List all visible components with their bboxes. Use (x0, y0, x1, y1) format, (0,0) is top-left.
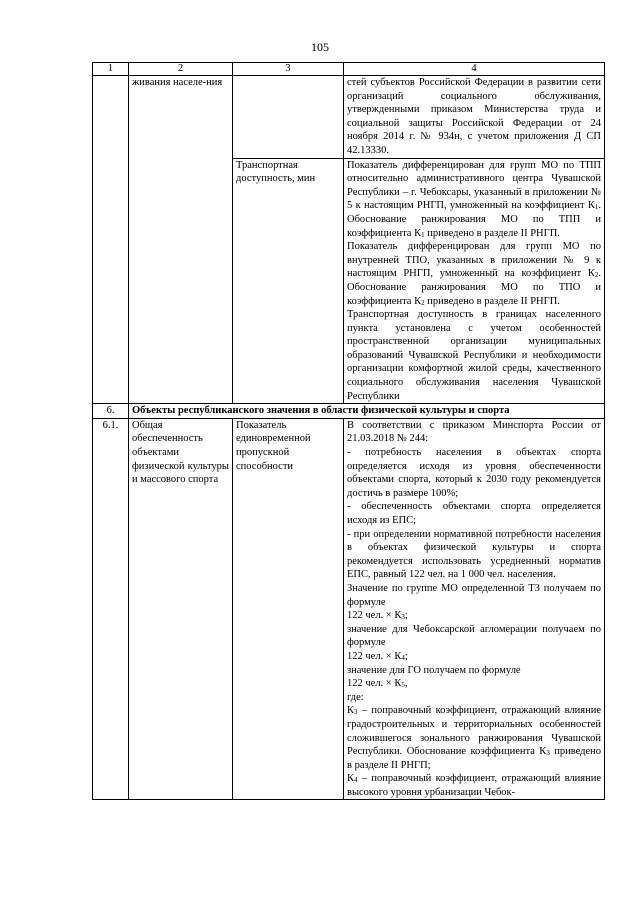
section-title: Объекты республиканского значения в области физической культуры и спорта (129, 404, 605, 419)
header-cell-1: 1 (93, 63, 129, 76)
header-cell-4: 4 (344, 63, 605, 76)
cell-transport-indicator: Транспортная доступность, мин (233, 158, 344, 404)
formula: 122 чел. × $К_5$, (347, 678, 408, 690)
paragraph: где: (347, 691, 364, 703)
row-number: 6.1. (93, 418, 129, 800)
paragraph: Транспортная доступность в границах населенного пункта установлена с учетом особенностей пространственной организации муниципальных образований Чувашской Республики и необходимости организации комфортной жилой среды, качественного социального обслуживания населения Чувашской Республики (347, 309, 601, 402)
formula: 122 чел. × $К_3$; (347, 610, 408, 622)
cell-indicator-capacity: Показатель единовременной пропускной способности (233, 418, 344, 800)
cell-sport-justification (344, 418, 605, 800)
paragraph: $К_4$ – поправочный коэффициент, отражающий влияние высокого уровня урбанизации Чебок- (347, 773, 601, 798)
cell-transport-justification (344, 158, 605, 404)
paragraph: значение для Чебоксарской агломерации получаем по формуле (347, 623, 601, 649)
table-row (93, 418, 605, 800)
formula: 122 чел. × $К_4$; (347, 650, 408, 662)
paragraph: Показатель дифференцирован для групп МО по ТПП относительно административного центра Чувашской Республики – г. Чебоксары, указанный в приложении № 5 к настоящим РНГП, умноженный на коэффициент $К_1$. Обоснование ранжирования МО по ТПП и коэффициента $К_1$ приведено в разделе II РНГП. (347, 159, 601, 239)
paragraph: $К_3$ – поправочный коэффициент, отражающий влияние градостроительных и территориальных особенностей сложившегося зонального ранжирования Чувашской Республики. Обоснование коэффициента $К_3$ приведено в разделе II РНГП; (347, 705, 601, 771)
cell-empty (233, 76, 344, 159)
paragraph: Значение по группе МО определенной ТЗ получаем по формуле (347, 582, 601, 608)
header-cell-3: 3 (233, 63, 344, 76)
paragraph: Показатель дифференцирован для групп МО по внутренней ТПО, указанных в приложении № 9 к настоящим РНГП, умноженный на коэффициент $К_2$. Обоснование ранжирования МО по ТПО и коэффициента $К_2$ приведено в разделе II РНГП. (347, 241, 601, 307)
paragraph: В соответствии с приказом Минспорта России от 21.03.2018 № 244: (347, 419, 601, 445)
header-cell-2: 2 (129, 63, 233, 76)
cell-indicator-sport: Общая обеспеченность объектами физической культуры и массового спорта (129, 418, 233, 800)
cell-justification-cont: стей субъектов Российской Федерации в развитии сети организаций социального обслуживания, утвержденными приказом Министерства труда и социальной защиты Российской Федерации от 24 ноября 2014 г. № 934н, с учетом приложения Д СП 42.13330. (344, 76, 605, 159)
page-number: 105 (311, 40, 329, 54)
cell-indicator-cont: живания населе-ния (129, 76, 233, 404)
paragraph: - обеспеченность объектами спорта определяется исходя из ЕПС; (347, 501, 601, 526)
section-number: 6. (93, 404, 129, 419)
paragraph: - при определении нормативной потребности населения в объектах физической культуры и спорта рекомендуется использовать усредненный норматив ЕПС, равный 122 чел. на 1 000 чел. населения. (347, 528, 601, 581)
table-row (93, 76, 605, 159)
paragraph: значение для ГО получаем по формуле (347, 664, 521, 676)
table-header-row (93, 63, 605, 76)
normatives-table (92, 62, 605, 800)
paragraph: - потребность населения в объектах спорта определяется исходя из уровня обеспеченности объектами спорта, который к 2030 году рекомендуется достичь в размере 100%; (347, 447, 601, 499)
cell-num-empty (93, 76, 129, 404)
section-row (93, 404, 605, 419)
